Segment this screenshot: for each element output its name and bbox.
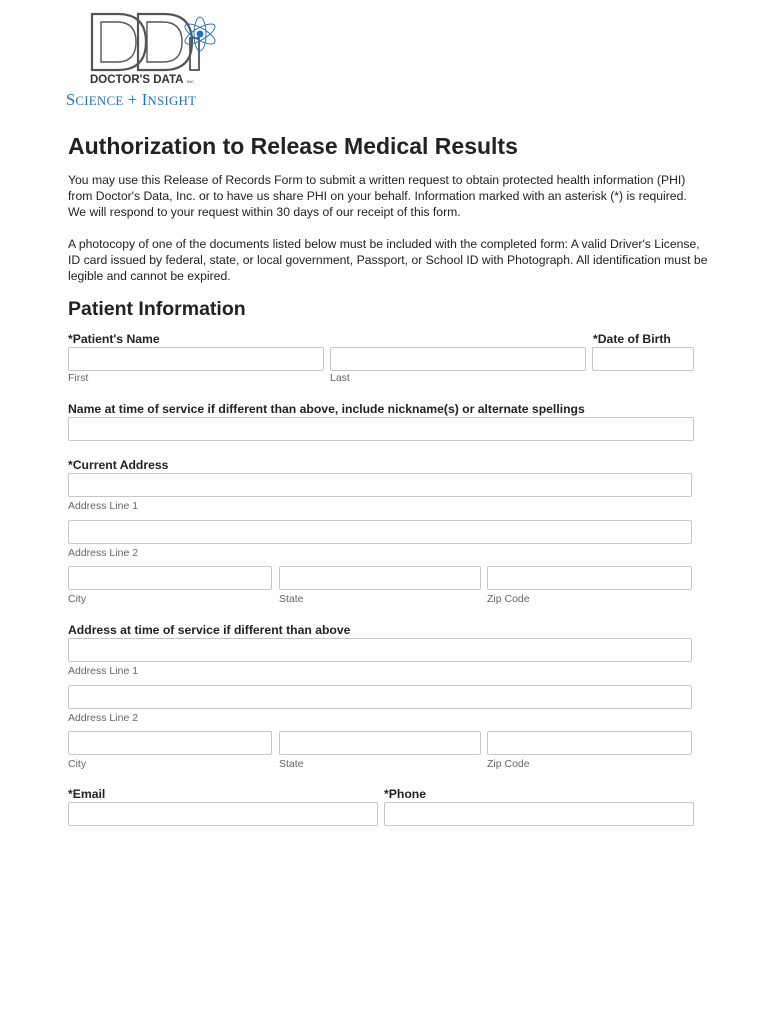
current-zip-input[interactable] — [487, 566, 692, 590]
current-city-caption: City — [68, 593, 87, 605]
alternate-name-label: Name at time of service if different than above, include nickname(s) or alternate spellings — [68, 402, 585, 416]
previous-zip-input[interactable] — [487, 731, 692, 755]
previous-state-input[interactable] — [279, 731, 481, 755]
last-name-caption: Last — [330, 372, 350, 384]
email-input[interactable] — [68, 802, 378, 826]
email-label: *Email — [68, 787, 106, 801]
previous-address-line2-caption: Address Line 2 — [68, 712, 139, 724]
current-state-input[interactable] — [279, 566, 481, 590]
current-address-line2-caption: Address Line 2 — [68, 547, 139, 559]
page-title: Authorization to Release Medical Results — [68, 133, 518, 159]
previous-city-input[interactable] — [68, 731, 272, 755]
phone-label: *Phone — [384, 787, 426, 801]
date-of-birth-input[interactable] — [592, 347, 694, 371]
current-address-line1-input[interactable] — [68, 473, 692, 497]
previous-address-line1-caption: Address Line 1 — [68, 665, 139, 677]
previous-state-caption: State — [279, 758, 304, 770]
first-name-input[interactable] — [68, 347, 324, 371]
company-logo — [66, 10, 226, 110]
date-of-birth-label: *Date of Birth — [593, 332, 671, 346]
svg-text:INC.: INC. — [187, 79, 195, 84]
previous-city-caption: City — [68, 758, 87, 770]
alternate-name-input[interactable] — [68, 417, 694, 441]
previous-address-line2-input[interactable] — [68, 685, 692, 709]
last-name-input[interactable] — [330, 347, 586, 371]
phone-input[interactable] — [384, 802, 694, 826]
logo-tagline: SCIENCE + INSIGHT — [66, 90, 197, 109]
current-address-line1-caption: Address Line 1 — [68, 500, 139, 512]
id-requirement-paragraph: A photocopy of one of the documents listed below must be included with the completed form: A valid Driver's License, ID card issued by federal, state, or local government, Passport, or School ID with Photograph. All identification must be legible and cannot be expired. — [68, 237, 708, 283]
current-zip-caption: Zip Code — [487, 593, 530, 605]
previous-zip-caption: Zip Code — [487, 758, 530, 770]
current-state-caption: State — [279, 593, 304, 605]
previous-address-label: Address at time of service if different than above — [68, 623, 351, 637]
intro-paragraph: You may use this Release of Records Form to submit a written request to obtain protected health information (PHI) from Doctor's Data, Inc. or to have us share PHI on your behalf. Information marked with an asterisk (*) is required. We will respond to your request within 30 days of our receipt of this form. — [68, 173, 687, 219]
current-address-label: *Current Address — [68, 458, 169, 472]
patient-information-heading: Patient Information — [68, 298, 246, 320]
ddi-logo-icon — [88, 10, 238, 90]
svg-text:DOCTOR'S DATA: DOCTOR'S DATA — [90, 74, 184, 86]
current-address-line2-input[interactable] — [68, 520, 692, 544]
first-name-caption: First — [68, 372, 89, 384]
previous-address-line1-input[interactable] — [68, 638, 692, 662]
patient-name-label: *Patient's Name — [68, 332, 160, 346]
current-city-input[interactable] — [68, 566, 272, 590]
